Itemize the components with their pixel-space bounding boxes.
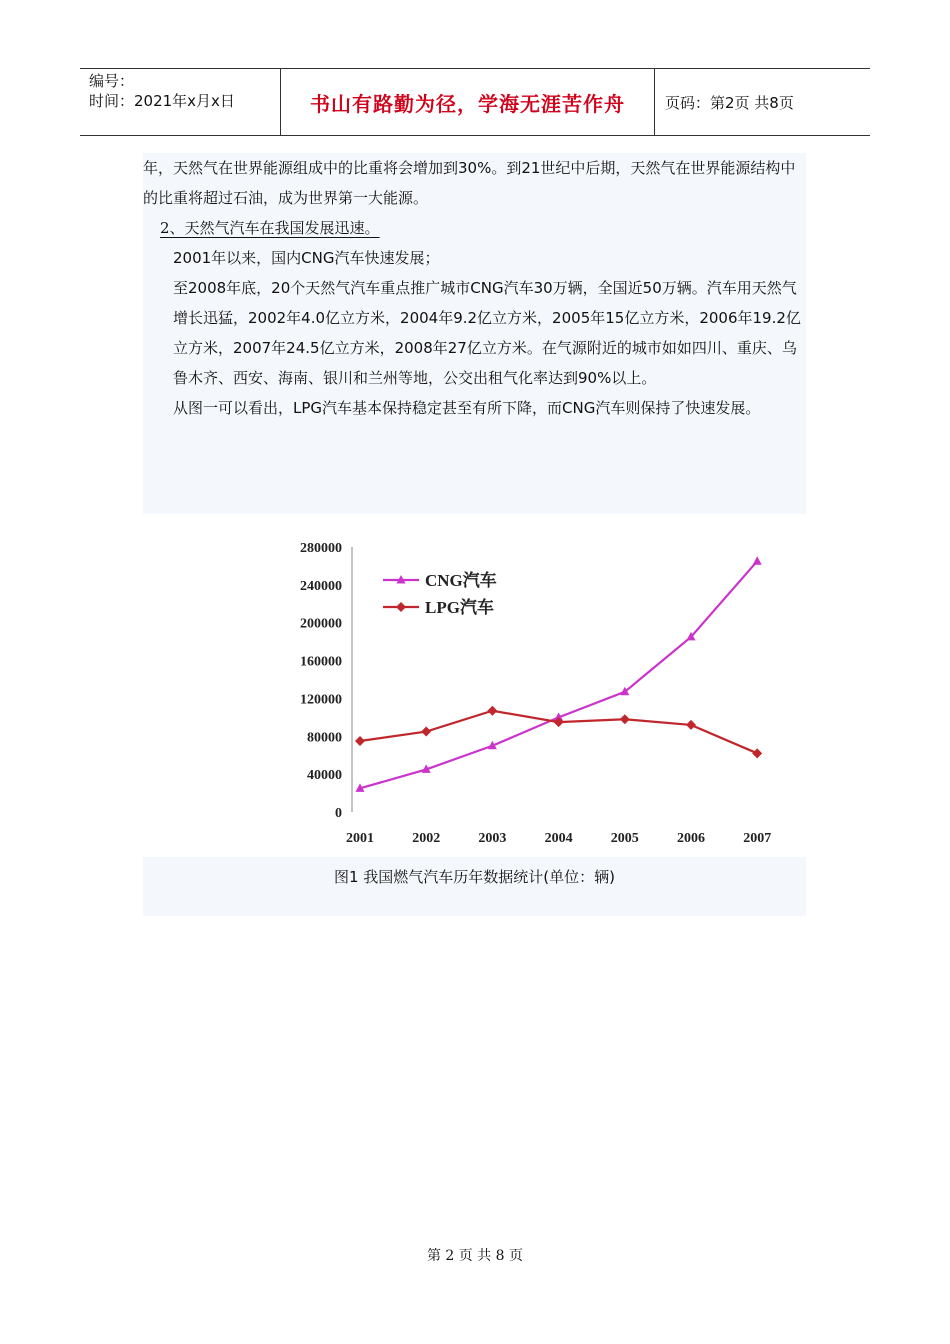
paragraph-3: 至2008年底，20个天然气汽车重点推广城市CNG汽车30万辆，全国近50万辆。汽车用天然气增长迅猛，2002年4.0亿立方米，2004年9.2亿立方米，2005年15亿立方米，2006年19.2亿立方米，2007年24.5亿立方米，2008年27亿立方米。在气源附近的城市如如四川、重庆、乌鲁木齐、西安、海南、银川和兰州等地，公交出租气化率达到90%以上。 <box>173 279 801 387</box>
figure-caption: 图1 我国燃气汽车历年数据统计(单位：辆) <box>333 868 616 886</box>
line-chart <box>143 514 806 857</box>
y-tick-label: 240000 <box>300 578 342 594</box>
legend-label-1: LPG汽车 <box>425 598 494 617</box>
heading-2-row <box>143 213 806 243</box>
data-point-lpg <box>355 736 365 746</box>
y-tick-label: 120000 <box>300 692 342 708</box>
y-tick-label: 80000 <box>307 730 342 746</box>
header-motto: 书山有路勤为径，学海无涯苦作舟 <box>281 69 655 135</box>
header-page-label: 页码：第2页 共8页 <box>665 93 794 112</box>
data-point-cng <box>753 556 762 565</box>
x-tick-label: 2002 <box>412 831 441 846</box>
paragraph-1: 年，天然气在世界能源组成中的比重将会增加到30%。到21世纪中后期，天然气在世界能源结构中的比重将超过石油，成为世界第一大能源。 <box>143 159 796 207</box>
y-tick-label: 0 <box>335 806 342 821</box>
x-tick-label: 2004 <box>544 831 573 846</box>
page-header <box>80 68 870 136</box>
data-point-lpg <box>752 748 762 758</box>
paragraph-2: 2001年以来，国内CNG汽车快速发展； <box>173 249 440 267</box>
data-point-lpg <box>487 706 497 716</box>
data-point-lpg <box>421 727 431 737</box>
legend-label-0: CNG汽车 <box>425 571 497 590</box>
data-point-lpg <box>620 714 630 724</box>
x-tick-label: 2001 <box>346 831 374 846</box>
date-label: 时间：2021年x月x日 <box>89 92 235 110</box>
section-heading: 2、天然气汽车在我国发展迅速。 <box>160 219 380 237</box>
legend-marker-lpg <box>396 602 406 612</box>
data-point-lpg <box>686 720 696 730</box>
x-tick-label: 2007 <box>743 831 772 846</box>
paragraph-4: 从图一可以看出，LPG汽车基本保持稳定甚至有所下降，而CNG汽车则保持了快速发展。 <box>173 399 761 417</box>
y-tick-label: 40000 <box>307 768 342 784</box>
y-tick-label: 200000 <box>300 616 342 632</box>
header-meta <box>80 69 281 135</box>
x-tick-label: 2005 <box>610 831 639 846</box>
body-text <box>143 153 806 514</box>
y-tick-label: 160000 <box>300 654 342 670</box>
number-label: 编号： <box>89 72 135 90</box>
chart-area <box>143 514 806 916</box>
x-tick-label: 2003 <box>478 831 507 846</box>
x-tick-label: 2006 <box>677 831 705 846</box>
y-tick-label: 280000 <box>300 541 342 556</box>
page-footer: 第 2 页 共 8 页 <box>426 1248 524 1264</box>
series-line-0 <box>360 561 757 788</box>
